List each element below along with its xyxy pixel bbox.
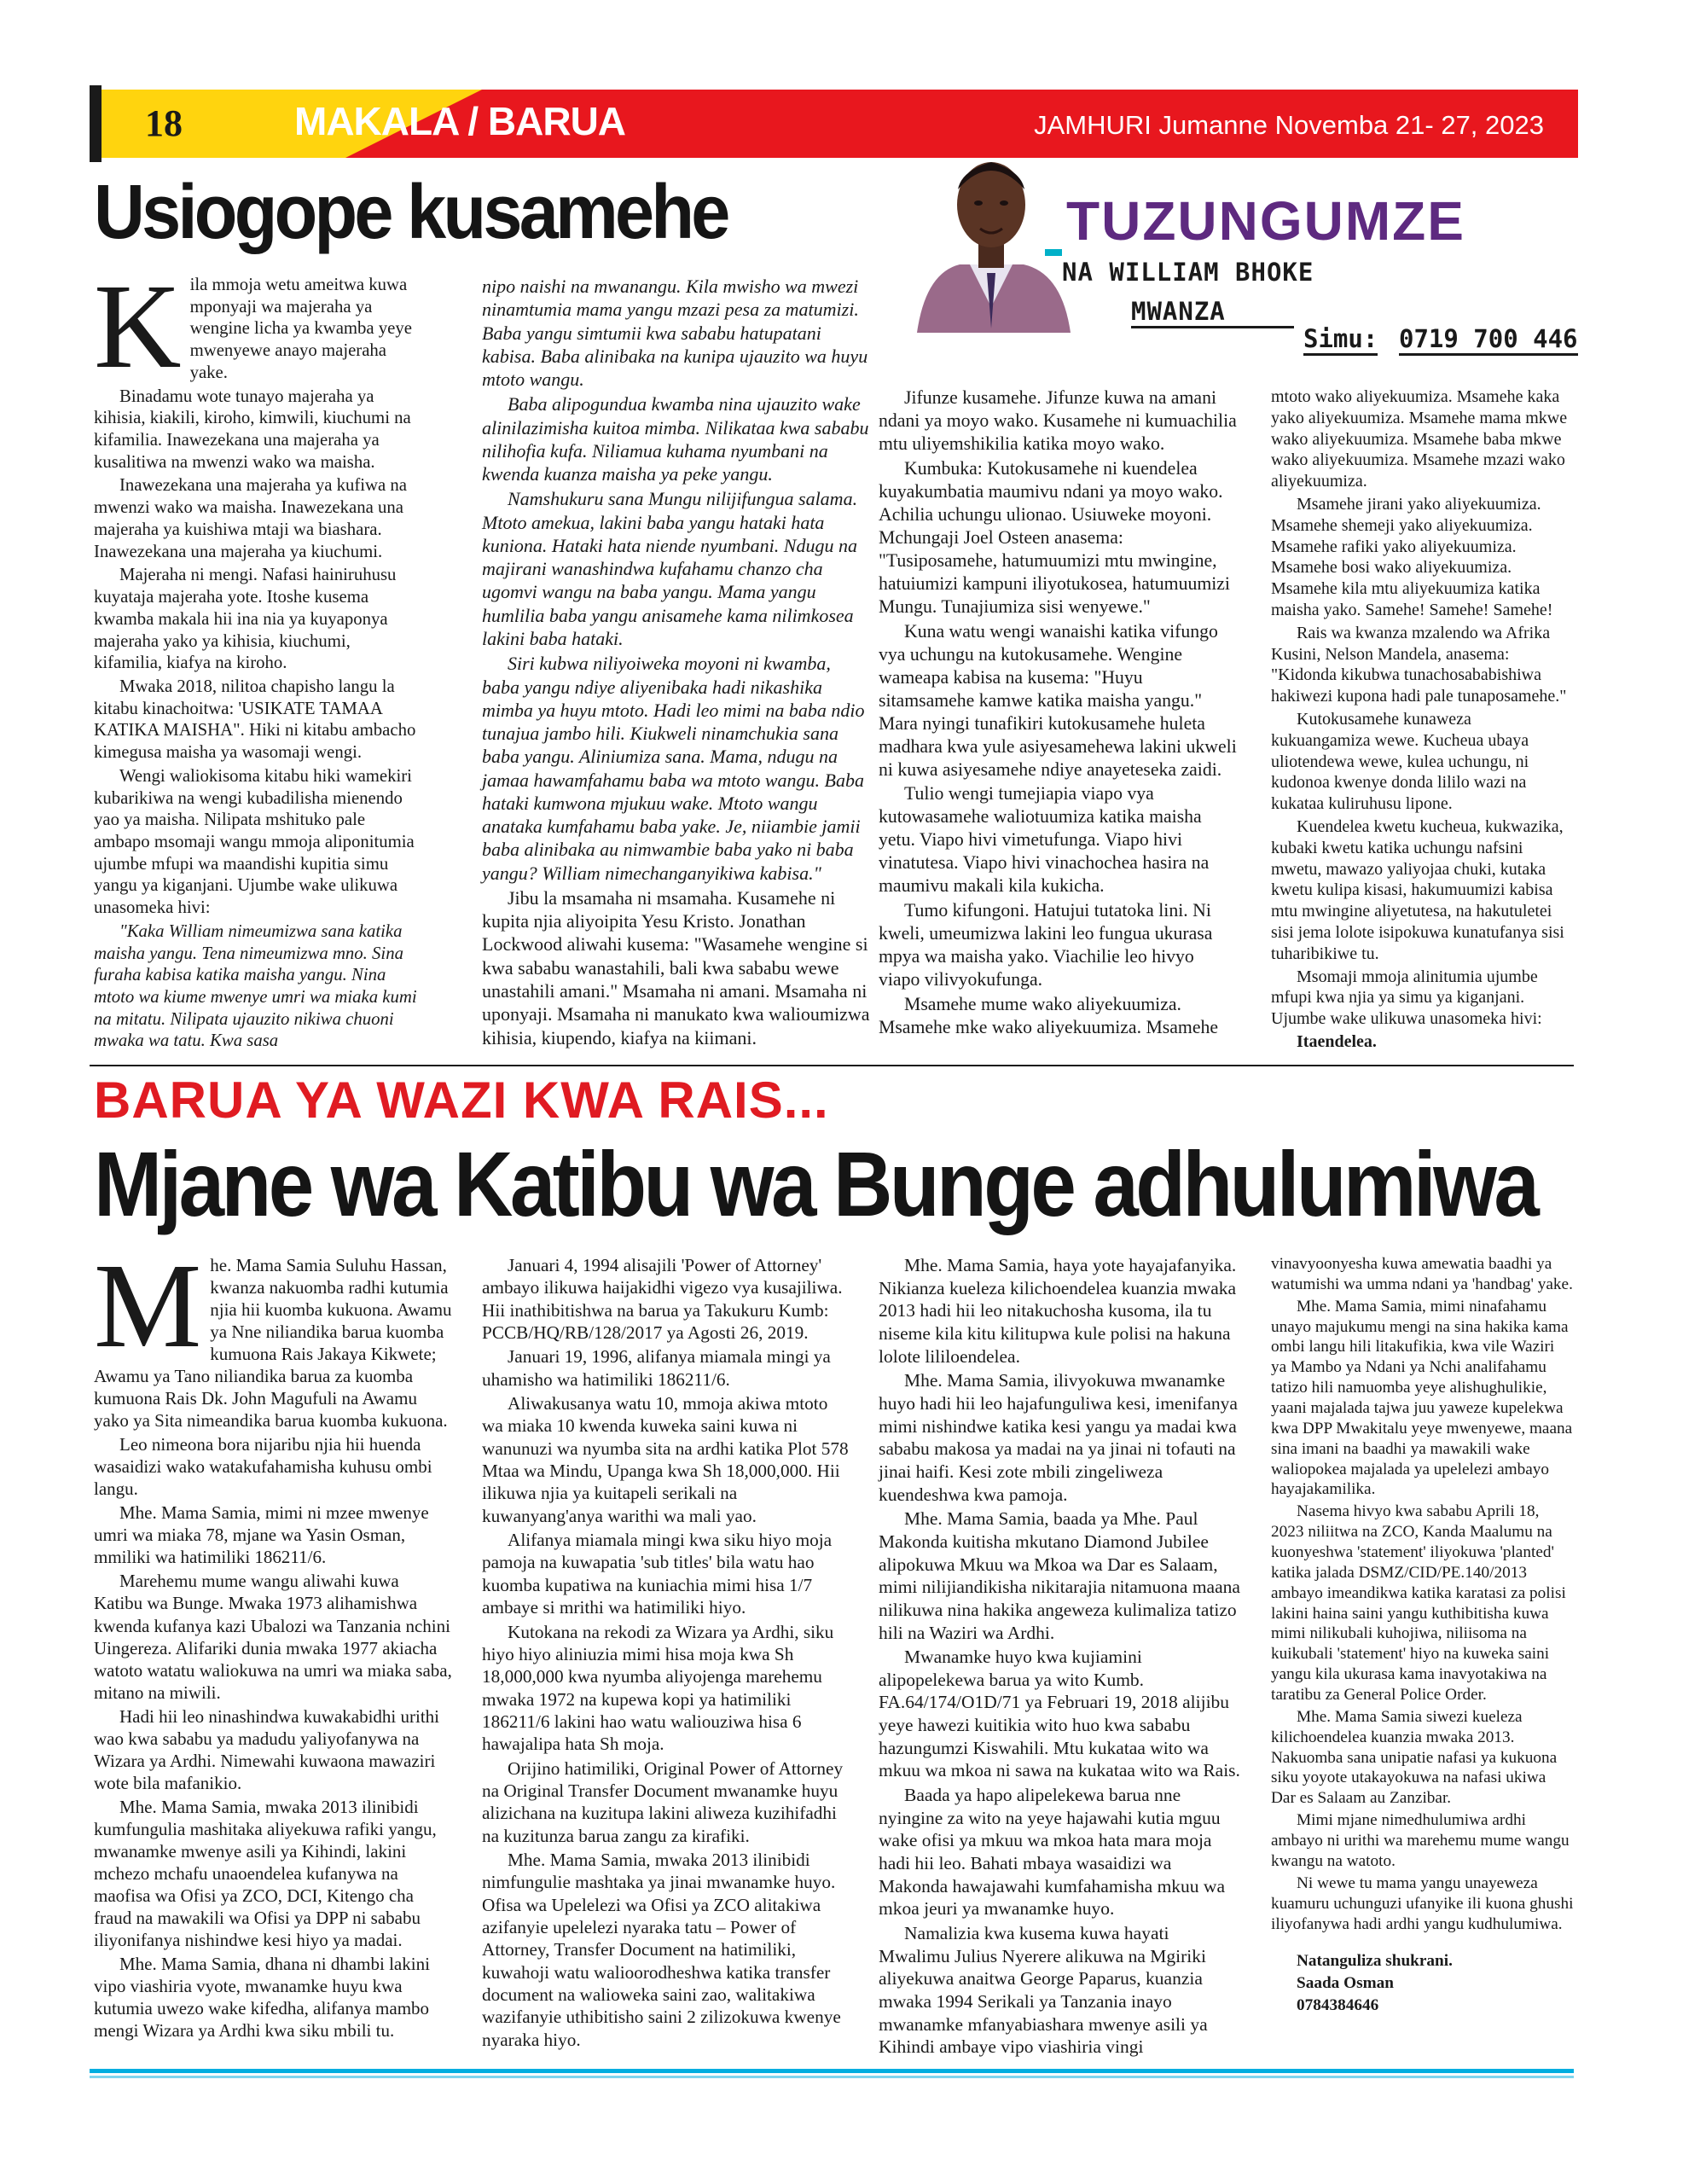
- article2-kicker: BARUA YA WAZI KWA RAIS...: [94, 1072, 829, 1129]
- paragraph: Mhe. Mama Samia, mimi ni mzee mwenye umri wa miaka 78, mjane wa Yasin Osman, mmiliki wa hatimiliki 186211/6.: [94, 1502, 429, 1568]
- paragraph: Msamehe mume wako aliyekuumiza. Msamehe mke wako aliyekuumiza. Msamehe: [879, 994, 1219, 1038]
- paragraph: ila mmoja wetu ameitwa kuwa mponyaji wa majeraha ya wengine licha ya kwamba yeye mwenyewe anayo majeraha yake.: [189, 276, 412, 382]
- article2-column-1: [94, 1238, 452, 2043]
- article1-headline: Usiogope kusamehe: [94, 170, 728, 255]
- article1-column-1: [94, 258, 418, 1054]
- paragraph: he. Mama Samia Suluhu Hassan, kwanza nakuomba radhi kutumia njia hii kuomba kukuona. Awamu ya Nne niliandika barua kuomba kumuona Rais Jakaya Kikwete; Awamu ya Tano niliandika barua za kuomba kumuona Rais Dk. John Magufuli na Awamu yako ya Sita nimeandika barua kuomba kukuona.: [94, 1255, 452, 1432]
- paragraph: Januari 4, 1994 alisajili 'Power of Attorney' ambayo ilikuwa haijakidhi vigezo vya kusajiliwa. Hii inathibitishwa na barua ya Takukuru Kumb: PCCB/HQ/RB/128/2017 ya Agosti 26, 2019.: [482, 1255, 843, 1344]
- columnist-accent-bar: [1045, 249, 1062, 256]
- paragraph: Mhe. Mama Samia, mwaka 2013 ilinibidi kumfungulia mashitaka aliyekuwa rafiki yangu, mwanamke mwenye asili ya Kihindi, lakini mchezo mchafu unaoendelea kufanywa na maofisa wa Ofisi ya ZCO, DCI, Kitengo cha fraud na mawakili wa Ofisi ya DPP ni sababu iliyonifanya nishindwe kesi hiyo ya madai.: [94, 1796, 437, 1950]
- paragraph-quote: Siri kubwa niliyoiweka moyoni ni kwamba, baba yangu ndiye aliyenibaka hadi nikashika mimba ya huyu mtoto. Hadi leo mimi na baba ndio tunajua jambo hili. Kiukweli ninamchukia sana baba yangu. Aliniumiza sana. Mama, ndugu na jamaa hawamfahamu baba wa mtoto wangu. Baba hataki kumwona mjukuu wake. Mtoto wangu anataka kumfahamu baba yake. Je, niiambie jamii baba alinibaka au nimwambie baba yako ni baba yangu? William nimechanganyikiwa kabisa.": [482, 653, 865, 884]
- column-city: MWANZA: [1131, 297, 1294, 328]
- paragraph: Msomaji mmoja alinitumia ujumbe mfupi kwa njia ya simu ya kiganjani. Ujumbe wake ulikuwa unasomeka hivi:: [1271, 967, 1542, 1029]
- article1-dropcap: K: [94, 258, 182, 393]
- paragraph-quote: Baba alipogundua kwamba nina ujauzito wake alinilazimisha kuitoa mimba. Nilikataa kwa sababu nilihofia kufa. Niliamua kuhama nyumbani na kwenda kuanza maisha ya peke yangu.: [482, 393, 869, 485]
- issue-line: JAMHURI Jumanne Novemba 21- 27, 2023: [1034, 110, 1544, 140]
- paragraph: Mwanamke huyo kwa kujiamini alipopelekewa barua ya wito Kumb. FA.64/174/O1D/71 ya Februari 19, 2018 alijibu yeye hawezi kuitikia wito huo kwa sababu hazungumzi Kiswahili. Mtu kukataa wito wa mkuu wa mkoa ni sawa na kukataa wito wa Rais.: [879, 1647, 1240, 1781]
- article2-headline: Mjane wa Katibu wa Bunge adhulumiwa: [94, 1132, 1537, 1235]
- paragraph: Kumbuka: Kutokusamehe ni kuendelea kuyakumbatia maumivu ndani ya moyo wako. Achilia uchungu ulionao. Usiuweke moyoni. Mchungaji Joel Osteen anasema: "Tusiposamehe, hatumuumizi mtu mwingine, hatuiumizi kampuni iliyotukosea, hatumuumizi Mungu. Tunajiumiza sisi wenyewe.": [879, 457, 1230, 617]
- paragraph: Mhe. Mama Samia siwezi kueleza kilichoendelea kuanzia mwaka 2013. Nakuomba sana unipatie nafasi ya kukuona siku yoyote utakayokuwa na nafasi ukiwa Dar es Salaam au Zanzibar.: [1271, 1707, 1558, 1808]
- paragraph: Kutokana na rekodi za Wizara ya Ardhi, siku hiyo hiyo aliniuzia mimi hisa moja kwa Sh 18,000,000 kwa nyumba aliyojenga marehemu mwaka 1972 na kupewa kopi ya hatimiliki 186211/6 lakini hao watu waliouziwa hisa 6 hawajalipa hata Sh moja.: [482, 1621, 834, 1755]
- article1-column-2: [482, 275, 870, 1051]
- paragraph: Hadi hii leo ninashindwa kuwakabidhi urithi wao kwa sababu ya madudu yaliyofanywa na Wizara ya Ardhi. Nimewahi kuwaona mawaziri wote bila mafanikio.: [94, 1705, 440, 1793]
- signer-name: Saada Osman: [1297, 1974, 1394, 1993]
- article2-dropcap: M: [94, 1238, 202, 1373]
- paragraph: Kuna watu wengi wanaishi katika vifungo vya uchungu na kutokusamehe. Wengine wameapa kabisa na kusema: "Huyu sitamsamehe kamwe katika maisha yangu." Mara nyingi tunafikiri kutokusamehe huleta madhara kwa yule asiyesamehewa lakini ukweli ni kuwa asiyesamehe ndiye anayeteseka zaidi.: [879, 620, 1237, 780]
- columnist-photo: [908, 136, 1075, 333]
- paragraph: Orijino hatimiliki, Original Power of Attorney na Original Transfer Document mwanamke huyu alizichana na kuzitupa lakini aliweza kuzihifadhi na kuzitunza barua zangu za kirafiki.: [482, 1757, 844, 1846]
- paragraph: Marehemu mume wangu aliwahi kuwa Katibu wa Bunge. Mwaka 1973 alihamishwa kwenda kufanya kazi Ubalozi wa Tanzania nchini Uingereza. Alifariki dunia mwaka 1977 akiacha watoto watatu waliokuwa na umri wa miaka saba, mitano na miwili.: [94, 1571, 452, 1703]
- column-phone-label: Simu:: [1303, 324, 1378, 356]
- footer-rule: [90, 2069, 1574, 2073]
- paragraph: Leo nimeona bora nijaribu njia hii huenda wasaidizi wako watakufahamisha kuhusu ombi langu.: [94, 1434, 432, 1500]
- paragraph: Msamehe jirani yako aliyekuumiza. Msamehe shemeji yako aliyekuumiza. Msamehe rafiki yako aliyekuumiza. Msamehe bosi wako aliyekuumiza. Msamehe kila mtu aliyekuumiza katika maisha yako. Samehe! Samehe! Samehe!: [1271, 494, 1553, 619]
- paragraph: mtoto wako aliyekuumiza. Msamehe kaka yako aliyekuumiza. Msamehe mama mkwe wako aliyekuumiza. Msamehe baba mkwe wako aliyekuumiza. Msamehe mzazi wako aliyekuumiza.: [1271, 387, 1568, 491]
- article2-column-4: [1271, 1254, 1574, 2018]
- article1-column-4: [1271, 386, 1574, 1054]
- paragraph-quote: "Kaka William nimeumizwa sana katika maisha yangu. Tena nimeumizwa mno. Sina furaha kabisa katika maisha yangu. Nina mtoto wa kiume mwenye umri wa miaka kumi na mitatu. Nilipata ujauzito nikiwa chuoni mwaka wa tatu. Kwa sasa: [94, 921, 417, 1051]
- paragraph: Jibu la msamaha ni msamaha. Kusamehe ni kupita njia aliyoipita Yesu Kristo. Jonathan Lockwood aliwahi kusema: "Wasamehe wengine si kwa sababu wanastahili, bali kwa sababu wewe unastahili amani." Msamaha ni amani. Msamaha ni uponyaji. Msamaha ni manukato kwa walioumizwa kihisia, kiupendo, kiafya na kiimani.: [482, 886, 870, 1048]
- header-edge-bar: [90, 85, 102, 162]
- article1-column-3: [879, 386, 1237, 1041]
- paragraph: Tulio wengi tumejiapia viapo vya kutowasamehe waliotuumiza katika maisha yetu. Viapo hivi vimetufunga. Viapo hivi vinatutesa. Viapo hivi vinachochea hasira na maumivu makali kila kukicha.: [879, 783, 1210, 897]
- paragraph: Mhe. Mama Samia, mimi ninafahamu unayo majukumu mengi na sina hakika kama ombi langu hili litakufikia, kwa vile Waziri ya Mambo ya Ndani ya Nchi analifahamu tatizo hili namuomba yeye alishughulikie, yaani majalada tajwa juu yaweze kupelekwa kwa DPP Mwakitalu yeye mwenyewe, maana sina imani na baadhi ya mawakili wake waliopokea majalada ya upelelezi ambayo hayajakamilika.: [1271, 1297, 1573, 1499]
- paragraph: Aliwakusanya watu 10, mmoja akiwa mtoto wa miaka 10 kwenda kuweka saini kuwa ni wanunuzi wa nyumba sita na ardhi katika Plot 578 Mtaa wa Mindu, Upanga kwa Sh 18,000,000. Hii ilikuwa njia ya kuitapeli serikali na kuwanyang'anya warithi wa mali yao.: [482, 1393, 849, 1526]
- column-author: NA WILLIAM BHOKE: [1062, 258, 1314, 287]
- paragraph: Rais wa kwanza mzalendo wa Afrika Kusini, Nelson Mandela, anasema: "Kidonda kikubwa tunachosababishiwa hakiwezi kupona hadi pale tunaposamehe.": [1271, 623, 1567, 706]
- paragraph: Mhe. Mama Samia, ilivyokuwa mwanamke huyo hadi hii leo hajafunguliwa kesi, imenifanya mimi nishindwe katika kesi yangu ya madai kwa sababu makosa ya madai na ya jinai ni tofauti na jinai haifi. Kesi zote mbili zingeliweza kuendeshwa kwa pamoja.: [879, 1370, 1238, 1505]
- paragraph: Mhe. Mama Samia, mwaka 2013 ilinibidi nimfungulie mashtaka ya jinai mwanamke huyo. Ofisa wa Upelelezi wa Ofisi ya ZCO alitakiwa azifanyie upelelezi nyaraka tatu – Power of Attorney, Transfer Document na hatimiliki, kuwahoji watu walioorodheshwa katika transfer document na walioweka saini zao, walitakiwa wazifanyie uthibitisho saini 2 zilizokuwa kwenye nyaraka hiyo.: [482, 1849, 841, 2050]
- paragraph: vinavyoonyesha kuwa amewatia baadhi ya watumishi wa umma ndani ya 'handbag' yake.: [1271, 1255, 1573, 1293]
- page-header: [90, 90, 1578, 158]
- paragraph: Jifunze kusamehe. Jifunze kuwa na amani ndani ya moyo wako. Kusamehe ni kumuachilia mtu uliyemshikilia katika moyo wako.: [879, 387, 1237, 454]
- paragraph: Kutokusamehe kunaweza kukuangamiza wewe. Kucheua ubaya uliotendewa wewe, kulea uchungu, ni kudonoa kwenye donda lililo wazi na kukataa kuliruhusu lipone.: [1271, 709, 1529, 814]
- page-number: 18: [145, 102, 183, 144]
- paragraph: Kuendelea kwetu kucheua, kukwazika, kubaki kwetu katika uchungu nafsini mwetu, mawazo yaliyojaa chuki, kutaka kwetu kulipa kisasi, hakumuumizi kabisa mtu mwingine aliyetutesa, na hakutuletei sisi jema lolote isipokuwa kunatufanya sisi tuharibikiwe tu.: [1271, 816, 1564, 963]
- section-divider: [90, 1065, 1574, 1066]
- column-title: TUZUNGUMZE: [1066, 190, 1465, 252]
- paragraph: Nasema hivyo kwa sababu Aprili 18, 2023 niliitwa na ZCO, Kanda Maalumu na kuonyeshwa 'statement' iliyokuwa 'planted' katika jalada DSMZ/CID/PE.140/2013 ambayo imeandikwa katika karatasi za polisi lakini haina saini yangu kuthibitisha kuwa mimi nilikubali kuhojiwa, niliisoma na kuikubali 'statement' hiyo na kuweka saini yangu kila ukurasa kama inavyotakiwa na taratibu za General Police Order.: [1271, 1502, 1566, 1705]
- continued-note: Itaendelea.: [1297, 1031, 1377, 1051]
- paragraph: Mimi mjane nimedhulumiwa ardhi ambayo ni urithi wa marehemu mume wangu kwangu na watoto.: [1271, 1811, 1570, 1870]
- sign-off: Natanguliza shukrani.: [1297, 1952, 1453, 1971]
- paragraph: Tumo kifungoni. Hatujui tutatoka lini. Ni kweli, umeumizwa lakini leo fungua ukurasa mpya wa maisha yako. Viachilie leo hivyo viapo vilivyokufunga.: [879, 900, 1213, 990]
- paragraph-quote: Namshukuru sana Mungu nilijifungua salama. Mtoto amekua, lakini baba yangu hataki hata kuniona. Hataki hata niende nyumbani. Ndugu na majirani wanashindwa kufahamu chanzo cha ugomvi wangu na baba yangu. Mama yangu humlilia baba yangu anisamehe kama nilimkosea lakini baba hataki.: [482, 488, 858, 649]
- paragraph: Mhe. Mama Samia, haya yote hayajafanyika. Nikianza kueleza kilichoendelea kuanzia mwaka 2013 hadi hii leo nitakuchosha kusoma, ila tu niseme kila kitu kilitupwa kule polisi na hakuna lolote lililoendelea.: [879, 1255, 1237, 1367]
- paragraph: Alifanya miamala mingi kwa siku hiyo moja pamoja na kuwapatia 'sub titles' bila watu hao kuomba kupatiwa na kuniachia mimi hisa 1/7 ambaye si mrithi wa hatimiliki hiyo.: [482, 1530, 833, 1618]
- paragraph: Ni wewe tu mama yangu unayeweza kuamuru uchunguzi ufanyike ili kuona ghushi iliyofanywa hadi ardhi yangu kudhulumiwa.: [1271, 1873, 1574, 1933]
- paragraph: Binadamu wote tunayo majeraha ya kihisia, kiakili, kiroho, kimwili, kiuchumi na kifamilia. Inawezekana una majeraha ya kusalitiwa na mwenzi wako wa maisha.: [94, 386, 411, 472]
- section-label: MAKALA / BARUA: [294, 99, 626, 143]
- paragraph: Majeraha ni mengi. Nafasi hainiruhusu kuyataja majeraha yote. Itoshe kusema kwamba makala hii ina nia ya kuyaponya majeraha yako ya kihisia, kiuchumi, kifamilia, kiafya na kiroho.: [94, 566, 397, 673]
- paragraph-quote: nipo naishi na mwanangu. Kila mwisho wa mwezi ninamtumia mama yangu mzazi pesa za matumizi. Baba yangu simtumii kwa sababu hatupatani kabisa. Baba alinibaka na kunipa ujauzito wa huyu mtoto wangu.: [482, 276, 868, 391]
- paragraph: Wengi waliokisoma kitabu hiki wamekiri kubarikiwa na wengi kubadilisha mienendo yao ya maisha. Nilipata mshituko pale ambapo msomaji wangu mmoja aliponitumia ujumbe mfupi wa maandishi kupitia simu yangu ya kiganjani. Ujumbe wake ulikuwa unasomeka hivi:: [94, 766, 415, 918]
- paragraph: Mhe. Mama Samia, dhana ni dhambi lakini vipo viashiria vyote, mwanamke huyu kwa kutumia uwezo wake kifedha, alifanya mambo mengi Wizara ya Ardhi kwa siku mbili tu.: [94, 1953, 430, 2042]
- column-phone: 0719 700 446: [1399, 324, 1578, 356]
- signer-phone: 0784384646: [1297, 1996, 1379, 2015]
- paragraph: Mwaka 2018, nilitoa chapisho langu la kitabu kinachoitwa: 'USIKATE TAMAA KATIKA MAISHA". Hiki ni kitabu ambacho kimegusa maisha ya wasomaji wengi.: [94, 677, 416, 763]
- paragraph: Baada ya hapo alipelekewa barua nne nyingine za wito na yeye hajawahi kutia mguu wake ofisi ya mkuu wa mkoa hata mara moja hadi hii leo. Bahati mbaya wasaidizi wa Makonda hawajawahi kumfahamisha mkuu wa mkoa jeuri ya mwanamke huyo.: [879, 1785, 1225, 1920]
- paragraph: Namalizia kwa kusema kuwa hayati Mwalimu Julius Nyerere alikuwa na Mgiriki aliyekuwa anaitwa George Paparus, kuanzia mwaka 1994 Serikali ya Tanzania inayo mwanamke mfanyabiashara mwenye asili ya Kihindi ambaye vipo viashiria vingi: [879, 1923, 1208, 2058]
- paragraph: Mhe. Mama Samia, baada ya Mhe. Paul Makonda kuitisha mkutano Diamond Jubilee alipokuwa Mkuu wa Mkoa wa Dar es Salaam, mimi nilijiandikisha nikitarajia nitamuona maana nilikuwa nina hakika angeweza kulimaliza tatizo hili na Waziri wa Ardhi.: [879, 1508, 1240, 1643]
- article2-column-2: [482, 1254, 849, 2053]
- footer-rule-secondary: [90, 2076, 1574, 2078]
- paragraph: Januari 19, 1996, alifanya miamala mingi ya uhamisho wa hatimiliki 186211/6.: [482, 1346, 831, 1390]
- article2-column-3: [879, 1254, 1241, 2060]
- paragraph: Inawezekana una majeraha ya kufiwa na mwenzi wako wa maisha. Inawezekana una majeraha ya kuishiwa mtaji wa biashara. Inawezekana una majeraha ya kiuchumi.: [94, 476, 407, 561]
